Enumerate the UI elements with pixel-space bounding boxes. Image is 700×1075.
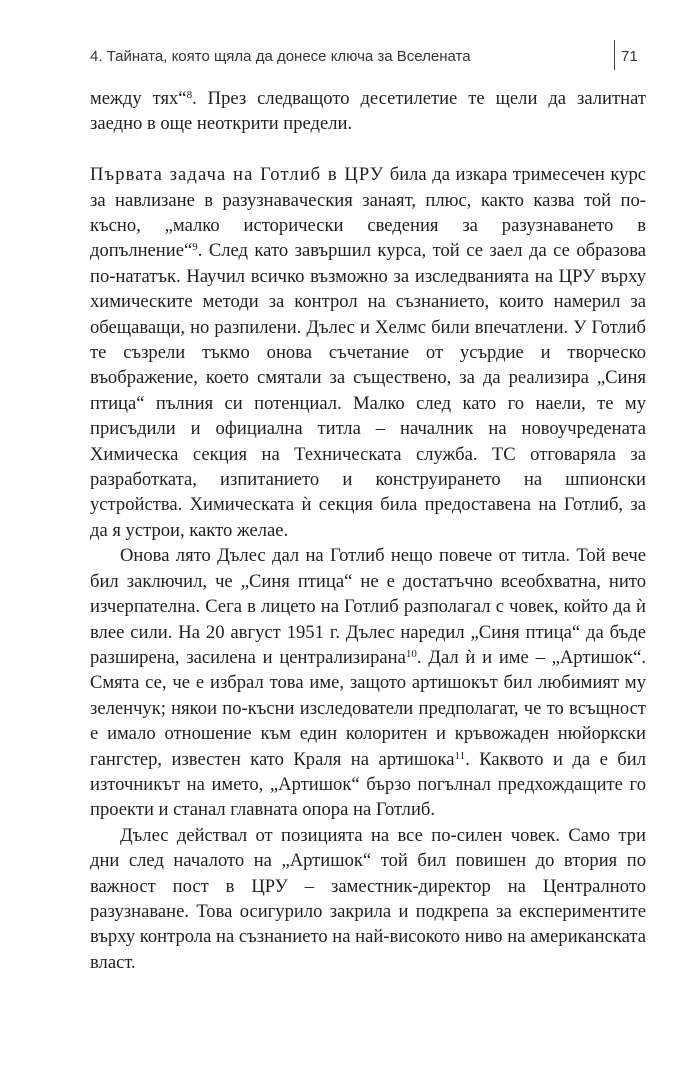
chapter-title: 4. Тайната, която щяла да донесе ключа за Вселената — [90, 48, 471, 65]
paragraph-4: Дълес действал от позицията на все по-силен човек. Само три дни след началото на „Артишок“ той бил повишен до втория по важност пост в ЦРУ – заместник-директор на Централното разузнаване. Това осигурило закрила и подкрепа за експериментите върху контрола на съзнанието на най-високото ниво на американската власт. — [90, 824, 646, 973]
footnote-ref-10: 10 — [405, 647, 417, 660]
paragraph-1: между тях“$^8$. През следващото десетилетие те щели да залитнат заедно в още неоткрити предели. — [90, 88, 646, 135]
page-body — [90, 86, 646, 975]
footnote-ref-9: 9 — [192, 241, 198, 254]
paragraph-3: Онова лято Дълес дал на Готлиб нещо повече от титла. Той вече бил заключил, че „Синя птица“ не е достатъчно всеобхватна, нито изчерпателна. Сега в лицето на Готлиб разполагал с човек, който да ѝ влее сили. На 20 август 1951 г. Дълес наредил „Синя птица“ да бъде разширена, засилена и централизирана$^{10}$. Дал ѝ и име – „Артишок“. Смята се, че е избрал това име, защото артишокът бил любимият му зеленчук; някои по-късни изследователи предполагат, че то всъщност е имало отношение към един колоритен и кръвожаден нюйоркски гангстер, известен като Краля на артишока$^{11}$. Каквото и да е бил източникът на името, „Артишок“ бързо погълнал предхождащите го проекти и станал главната опора на Готлиб. — [90, 545, 646, 821]
footnote-ref-8: 8 — [186, 89, 193, 101]
header-divider — [614, 40, 615, 70]
footnote-ref-11: 11 — [454, 749, 466, 762]
running-header — [90, 38, 646, 70]
page-number: 71 — [621, 48, 638, 65]
section-lead: Първата задача на Готлиб в ЦРУ — [90, 164, 385, 186]
paragraph-2: Първата задача на Готлиб в ЦРУ била да изкара тримесечен курс за навлизане в разузнавaческия занаят, плюс, както казва той по-късно, „малко исторически сведения за разузнаването в допълнение“$^9$. След като завършил курса, той се заел да се образова по-нататък. Научил всичко възможно за изследванията на ЦРУ върху химическите методи за контрол на съзнанието, които намерил за обещаващи, но разпилени. Дълес и Хелмс били впечатлени. У Готлиб те съзрели тъкмо онова съчетание от усърдие и творческо въображение, което смятали за съществено, за да реализира „Синя птица“ пълния си потенциал. Малко след като го наели, те му присъдили и официална титла – началник на новоучредената Химическа секция на Техническата служба. ТС отговаряла за разработката, изпитанието и конструирането на шпионски устройства. Химическата ѝ секция била предоставена на Готлиб, за да я устрои, както желае. — [90, 164, 646, 541]
